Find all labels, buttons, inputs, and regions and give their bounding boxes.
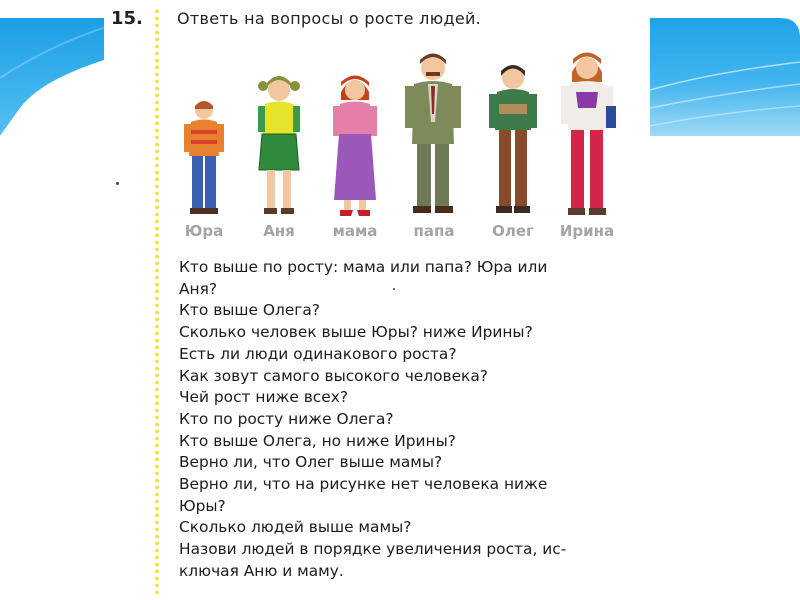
questions-list xyxy=(179,257,634,583)
decorative-band-right xyxy=(650,18,800,136)
question-line: Верно ли, что Олег выше мамы? xyxy=(179,453,443,472)
question-line: Чей рост ниже всех? xyxy=(179,388,348,407)
decorative-band-left xyxy=(0,18,110,136)
question-line: Юры? xyxy=(179,496,226,515)
page-speck xyxy=(116,182,119,185)
question-line: Кто выше Олега, но ниже Ирины? xyxy=(179,431,456,450)
person-figure-irina xyxy=(556,48,618,218)
question-line: Кто выше по росту: мама или папа? Юра или xyxy=(179,258,548,276)
question-line: Как зовут самого высокого человека? xyxy=(179,366,488,385)
question-line: Есть ли люди одинакового роста? xyxy=(179,344,457,363)
name-label-oleg: Олег xyxy=(492,222,534,240)
person-figure-anya xyxy=(250,70,308,218)
person-figure-papa xyxy=(400,50,466,218)
question-line: Назови людей в порядке увеличения роста, ис- xyxy=(179,540,567,559)
textbook-page xyxy=(104,0,644,600)
name-label-mama: мама xyxy=(332,222,378,240)
task-title: Ответь на вопросы о росте людей. xyxy=(177,9,482,28)
question-line: Сколько людей выше мамы? xyxy=(179,518,412,537)
question-line: Сколько человек выше Юры? ниже Ирины? xyxy=(179,323,533,342)
name-label-anya: Аня xyxy=(263,222,295,240)
question-line: Верно ли, что на рисунке нет человека ниже xyxy=(179,475,548,494)
person-figure-mama xyxy=(324,70,386,218)
name-label-yura: Юра xyxy=(184,222,224,240)
question-line: Аня? xyxy=(179,279,218,298)
person-figure-yura xyxy=(178,96,230,218)
people-illustration xyxy=(164,38,644,218)
task-number: 15. xyxy=(111,8,143,29)
question-line: Кто по росту ниже Олега? xyxy=(179,409,394,428)
name-label-papa: папа xyxy=(413,222,455,240)
question-line: Кто выше Олега? xyxy=(179,301,320,320)
name-label-irina: Ирина xyxy=(559,222,615,240)
person-figure-oleg xyxy=(484,60,542,218)
margin-dotted-line xyxy=(154,8,160,596)
people-name-labels xyxy=(164,222,644,244)
question-line: ключая Аню и маму. xyxy=(179,561,344,580)
